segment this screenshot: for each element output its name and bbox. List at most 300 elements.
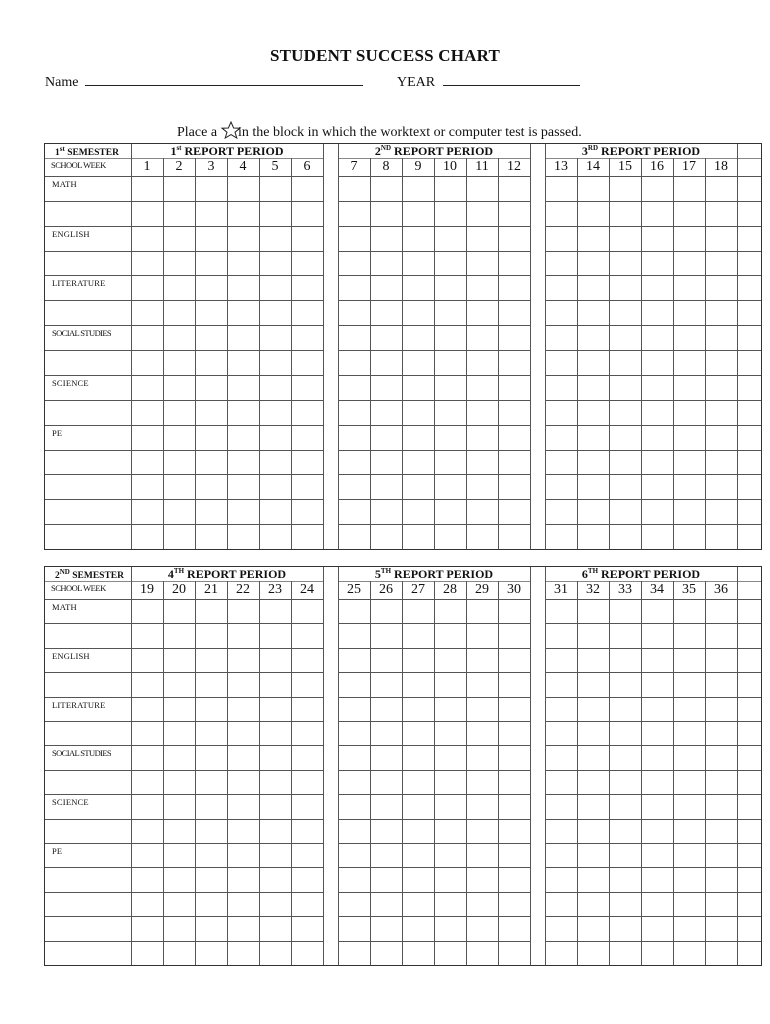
check-cell[interactable]: [164, 351, 195, 375]
check-cell[interactable]: [706, 451, 737, 475]
check-cell[interactable]: [546, 202, 577, 226]
check-cell[interactable]: [371, 500, 402, 524]
check-cell[interactable]: [371, 451, 402, 475]
check-cell[interactable]: [403, 722, 434, 745]
check-cell[interactable]: [610, 600, 641, 623]
check-cell[interactable]: [371, 227, 402, 251]
check-cell[interactable]: [642, 351, 673, 375]
check-cell[interactable]: [642, 252, 673, 276]
check-cell[interactable]: [546, 227, 577, 251]
check-cell[interactable]: [292, 301, 323, 325]
check-cell[interactable]: [467, 351, 498, 375]
check-cell[interactable]: [403, 917, 434, 940]
check-cell[interactable]: [674, 722, 705, 745]
check-cell[interactable]: [292, 698, 323, 721]
check-cell[interactable]: [164, 795, 195, 818]
check-cell[interactable]: [642, 698, 673, 721]
name-field[interactable]: [45, 71, 363, 91]
check-cell[interactable]: [260, 820, 291, 843]
check-cell[interactable]: [164, 451, 195, 475]
check-cell[interactable]: [435, 673, 466, 696]
check-cell[interactable]: [642, 202, 673, 226]
check-cell[interactable]: [292, 942, 323, 965]
check-cell[interactable]: [164, 698, 195, 721]
check-cell[interactable]: [706, 500, 737, 524]
check-cell[interactable]: [196, 649, 227, 672]
check-cell[interactable]: [260, 893, 291, 916]
check-cell[interactable]: [642, 301, 673, 325]
check-cell[interactable]: [292, 252, 323, 276]
check-cell[interactable]: [196, 795, 227, 818]
check-cell[interactable]: [403, 177, 434, 201]
check-cell[interactable]: [578, 326, 609, 350]
check-cell[interactable]: [674, 227, 705, 251]
check-cell[interactable]: [674, 177, 705, 201]
check-cell[interactable]: [578, 698, 609, 721]
check-cell[interactable]: [228, 771, 259, 794]
check-cell[interactable]: [467, 252, 498, 276]
check-cell[interactable]: [196, 351, 227, 375]
check-cell[interactable]: [674, 942, 705, 965]
check-cell[interactable]: [499, 177, 530, 201]
check-cell[interactable]: [435, 698, 466, 721]
check-cell[interactable]: [546, 746, 577, 769]
check-cell[interactable]: [196, 525, 227, 549]
check-cell[interactable]: [339, 276, 370, 300]
check-cell[interactable]: [292, 475, 323, 499]
check-cell[interactable]: [228, 917, 259, 940]
check-cell[interactable]: [578, 401, 609, 425]
check-cell[interactable]: [132, 673, 163, 696]
check-cell[interactable]: [467, 600, 498, 623]
check-cell[interactable]: [339, 942, 370, 965]
check-cell[interactable]: [435, 649, 466, 672]
check-cell[interactable]: [403, 426, 434, 450]
check-cell[interactable]: [371, 276, 402, 300]
check-cell[interactable]: [610, 746, 641, 769]
check-cell[interactable]: [132, 202, 163, 226]
check-cell[interactable]: [674, 401, 705, 425]
check-cell[interactable]: [196, 177, 227, 201]
check-cell[interactable]: [164, 326, 195, 350]
check-cell[interactable]: [610, 624, 641, 647]
check-cell[interactable]: [132, 326, 163, 350]
check-cell[interactable]: [467, 326, 498, 350]
check-cell[interactable]: [610, 351, 641, 375]
check-cell[interactable]: [435, 351, 466, 375]
check-cell[interactable]: [403, 351, 434, 375]
check-cell[interactable]: [706, 746, 737, 769]
check-cell[interactable]: [674, 451, 705, 475]
check-cell[interactable]: [674, 600, 705, 623]
check-cell[interactable]: [578, 795, 609, 818]
check-cell[interactable]: [196, 600, 227, 623]
check-cell[interactable]: [467, 673, 498, 696]
check-cell[interactable]: [196, 698, 227, 721]
check-cell[interactable]: [164, 401, 195, 425]
check-cell[interactable]: [371, 177, 402, 201]
check-cell[interactable]: [339, 649, 370, 672]
check-cell[interactable]: [292, 820, 323, 843]
check-cell[interactable]: [228, 500, 259, 524]
check-cell[interactable]: [132, 649, 163, 672]
check-cell[interactable]: [642, 177, 673, 201]
check-cell[interactable]: [435, 844, 466, 867]
check-cell[interactable]: [610, 202, 641, 226]
check-cell[interactable]: [260, 177, 291, 201]
check-cell[interactable]: [610, 698, 641, 721]
check-cell[interactable]: [260, 500, 291, 524]
check-cell[interactable]: [674, 252, 705, 276]
check-cell[interactable]: [164, 426, 195, 450]
check-cell[interactable]: [642, 820, 673, 843]
check-cell[interactable]: [196, 451, 227, 475]
check-cell[interactable]: [164, 376, 195, 400]
check-cell[interactable]: [467, 451, 498, 475]
check-cell[interactable]: [435, 426, 466, 450]
check-cell[interactable]: [435, 202, 466, 226]
check-cell[interactable]: [546, 942, 577, 965]
check-cell[interactable]: [546, 276, 577, 300]
check-cell[interactable]: [371, 673, 402, 696]
check-cell[interactable]: [610, 942, 641, 965]
check-cell[interactable]: [292, 893, 323, 916]
check-cell[interactable]: [546, 252, 577, 276]
check-cell[interactable]: [467, 227, 498, 251]
check-cell[interactable]: [674, 426, 705, 450]
check-cell[interactable]: [228, 252, 259, 276]
check-cell[interactable]: [706, 401, 737, 425]
check-cell[interactable]: [260, 942, 291, 965]
check-cell[interactable]: [642, 942, 673, 965]
check-cell[interactable]: [499, 525, 530, 549]
check-cell[interactable]: [196, 893, 227, 916]
check-cell[interactable]: [546, 600, 577, 623]
check-cell[interactable]: [371, 771, 402, 794]
check-cell[interactable]: [292, 276, 323, 300]
check-cell[interactable]: [435, 746, 466, 769]
check-cell[interactable]: [546, 795, 577, 818]
check-cell[interactable]: [610, 376, 641, 400]
check-cell[interactable]: [403, 893, 434, 916]
check-cell[interactable]: [578, 177, 609, 201]
check-cell[interactable]: [499, 820, 530, 843]
check-cell[interactable]: [164, 820, 195, 843]
check-cell[interactable]: [260, 426, 291, 450]
check-cell[interactable]: [642, 401, 673, 425]
check-cell[interactable]: [674, 746, 705, 769]
check-cell[interactable]: [132, 401, 163, 425]
check-cell[interactable]: [371, 525, 402, 549]
check-cell[interactable]: [403, 820, 434, 843]
check-cell[interactable]: [499, 893, 530, 916]
check-cell[interactable]: [132, 525, 163, 549]
check-cell[interactable]: [578, 844, 609, 867]
check-cell[interactable]: [706, 276, 737, 300]
check-cell[interactable]: [228, 624, 259, 647]
check-cell[interactable]: [228, 276, 259, 300]
check-cell[interactable]: [674, 351, 705, 375]
check-cell[interactable]: [499, 252, 530, 276]
check-cell[interactable]: [292, 771, 323, 794]
check-cell[interactable]: [371, 351, 402, 375]
check-cell[interactable]: [706, 795, 737, 818]
check-cell[interactable]: [610, 722, 641, 745]
check-cell[interactable]: [228, 868, 259, 891]
check-cell[interactable]: [706, 942, 737, 965]
check-cell[interactable]: [499, 844, 530, 867]
check-cell[interactable]: [706, 475, 737, 499]
check-cell[interactable]: [339, 252, 370, 276]
check-cell[interactable]: [578, 500, 609, 524]
check-cell[interactable]: [260, 624, 291, 647]
check-cell[interactable]: [371, 649, 402, 672]
check-cell[interactable]: [546, 893, 577, 916]
check-cell[interactable]: [371, 795, 402, 818]
check-cell[interactable]: [371, 868, 402, 891]
check-cell[interactable]: [164, 868, 195, 891]
check-cell[interactable]: [610, 771, 641, 794]
check-cell[interactable]: [371, 252, 402, 276]
check-cell[interactable]: [578, 624, 609, 647]
check-cell[interactable]: [228, 426, 259, 450]
check-cell[interactable]: [578, 722, 609, 745]
check-cell[interactable]: [132, 451, 163, 475]
check-cell[interactable]: [578, 376, 609, 400]
check-cell[interactable]: [292, 351, 323, 375]
check-cell[interactable]: [403, 600, 434, 623]
check-cell[interactable]: [546, 525, 577, 549]
check-cell[interactable]: [339, 177, 370, 201]
check-cell[interactable]: [706, 917, 737, 940]
check-cell[interactable]: [260, 795, 291, 818]
check-cell[interactable]: [499, 426, 530, 450]
check-cell[interactable]: [546, 771, 577, 794]
check-cell[interactable]: [435, 624, 466, 647]
check-cell[interactable]: [546, 451, 577, 475]
check-cell[interactable]: [403, 326, 434, 350]
check-cell[interactable]: [546, 351, 577, 375]
check-cell[interactable]: [228, 202, 259, 226]
check-cell[interactable]: [196, 673, 227, 696]
check-cell[interactable]: [132, 276, 163, 300]
check-cell[interactable]: [371, 722, 402, 745]
check-cell[interactable]: [578, 252, 609, 276]
check-cell[interactable]: [642, 426, 673, 450]
check-cell[interactable]: [467, 722, 498, 745]
check-cell[interactable]: [642, 844, 673, 867]
check-cell[interactable]: [610, 227, 641, 251]
check-cell[interactable]: [339, 301, 370, 325]
check-cell[interactable]: [546, 376, 577, 400]
check-cell[interactable]: [228, 376, 259, 400]
check-cell[interactable]: [467, 202, 498, 226]
check-cell[interactable]: [499, 698, 530, 721]
check-cell[interactable]: [706, 673, 737, 696]
check-cell[interactable]: [467, 893, 498, 916]
check-cell[interactable]: [196, 301, 227, 325]
check-cell[interactable]: [435, 868, 466, 891]
check-cell[interactable]: [499, 326, 530, 350]
check-cell[interactable]: [674, 917, 705, 940]
check-cell[interactable]: [228, 746, 259, 769]
check-cell[interactable]: [499, 795, 530, 818]
check-cell[interactable]: [132, 820, 163, 843]
check-cell[interactable]: [196, 820, 227, 843]
check-cell[interactable]: [371, 202, 402, 226]
check-cell[interactable]: [578, 746, 609, 769]
check-cell[interactable]: [499, 451, 530, 475]
check-cell[interactable]: [260, 227, 291, 251]
check-cell[interactable]: [292, 376, 323, 400]
check-cell[interactable]: [371, 401, 402, 425]
check-cell[interactable]: [260, 698, 291, 721]
check-cell[interactable]: [132, 624, 163, 647]
check-cell[interactable]: [642, 795, 673, 818]
check-cell[interactable]: [260, 722, 291, 745]
check-cell[interactable]: [132, 301, 163, 325]
check-cell[interactable]: [546, 844, 577, 867]
check-cell[interactable]: [339, 351, 370, 375]
check-cell[interactable]: [642, 649, 673, 672]
check-cell[interactable]: [435, 276, 466, 300]
check-cell[interactable]: [435, 771, 466, 794]
check-cell[interactable]: [292, 917, 323, 940]
check-cell[interactable]: [642, 525, 673, 549]
check-cell[interactable]: [467, 746, 498, 769]
check-cell[interactable]: [339, 820, 370, 843]
check-cell[interactable]: [674, 202, 705, 226]
check-cell[interactable]: [499, 942, 530, 965]
check-cell[interactable]: [339, 673, 370, 696]
check-cell[interactable]: [260, 376, 291, 400]
check-cell[interactable]: [435, 893, 466, 916]
check-cell[interactable]: [435, 917, 466, 940]
check-cell[interactable]: [371, 698, 402, 721]
check-cell[interactable]: [499, 351, 530, 375]
check-cell[interactable]: [228, 673, 259, 696]
check-cell[interactable]: [467, 376, 498, 400]
check-cell[interactable]: [403, 673, 434, 696]
check-cell[interactable]: [499, 202, 530, 226]
check-cell[interactable]: [467, 624, 498, 647]
check-cell[interactable]: [467, 649, 498, 672]
check-cell[interactable]: [132, 351, 163, 375]
check-cell[interactable]: [578, 475, 609, 499]
check-cell[interactable]: [578, 771, 609, 794]
check-cell[interactable]: [610, 500, 641, 524]
check-cell[interactable]: [164, 500, 195, 524]
check-cell[interactable]: [339, 401, 370, 425]
check-cell[interactable]: [610, 673, 641, 696]
check-cell[interactable]: [228, 326, 259, 350]
check-cell[interactable]: [228, 227, 259, 251]
check-cell[interactable]: [546, 326, 577, 350]
check-cell[interactable]: [610, 252, 641, 276]
check-cell[interactable]: [339, 746, 370, 769]
check-cell[interactable]: [228, 844, 259, 867]
check-cell[interactable]: [164, 276, 195, 300]
check-cell[interactable]: [578, 820, 609, 843]
check-cell[interactable]: [196, 917, 227, 940]
check-cell[interactable]: [435, 227, 466, 251]
check-cell[interactable]: [260, 475, 291, 499]
check-cell[interactable]: [292, 500, 323, 524]
check-cell[interactable]: [706, 326, 737, 350]
check-cell[interactable]: [292, 177, 323, 201]
check-cell[interactable]: [403, 771, 434, 794]
check-cell[interactable]: [499, 301, 530, 325]
check-cell[interactable]: [499, 868, 530, 891]
check-cell[interactable]: [403, 795, 434, 818]
check-cell[interactable]: [706, 376, 737, 400]
check-cell[interactable]: [467, 771, 498, 794]
check-cell[interactable]: [578, 426, 609, 450]
check-cell[interactable]: [164, 771, 195, 794]
check-cell[interactable]: [578, 525, 609, 549]
check-cell[interactable]: [132, 600, 163, 623]
check-cell[interactable]: [706, 301, 737, 325]
check-cell[interactable]: [132, 698, 163, 721]
check-cell[interactable]: [674, 649, 705, 672]
check-cell[interactable]: [578, 942, 609, 965]
check-cell[interactable]: [546, 820, 577, 843]
check-cell[interactable]: [674, 893, 705, 916]
check-cell[interactable]: [132, 376, 163, 400]
check-cell[interactable]: [610, 649, 641, 672]
check-cell[interactable]: [403, 624, 434, 647]
check-cell[interactable]: [706, 426, 737, 450]
check-cell[interactable]: [706, 698, 737, 721]
check-cell[interactable]: [435, 451, 466, 475]
check-cell[interactable]: [132, 893, 163, 916]
check-cell[interactable]: [610, 893, 641, 916]
check-cell[interactable]: [435, 475, 466, 499]
check-cell[interactable]: [546, 500, 577, 524]
check-cell[interactable]: [674, 500, 705, 524]
check-cell[interactable]: [499, 475, 530, 499]
check-cell[interactable]: [467, 301, 498, 325]
check-cell[interactable]: [467, 475, 498, 499]
check-cell[interactable]: [292, 326, 323, 350]
check-cell[interactable]: [467, 844, 498, 867]
check-cell[interactable]: [435, 177, 466, 201]
check-cell[interactable]: [435, 525, 466, 549]
check-cell[interactable]: [706, 820, 737, 843]
check-cell[interactable]: [164, 746, 195, 769]
check-cell[interactable]: [339, 376, 370, 400]
check-cell[interactable]: [578, 649, 609, 672]
check-cell[interactable]: [546, 177, 577, 201]
check-cell[interactable]: [371, 746, 402, 769]
check-cell[interactable]: [499, 500, 530, 524]
check-cell[interactable]: [499, 624, 530, 647]
check-cell[interactable]: [467, 276, 498, 300]
check-cell[interactable]: [403, 301, 434, 325]
check-cell[interactable]: [196, 401, 227, 425]
check-cell[interactable]: [499, 376, 530, 400]
check-cell[interactable]: [546, 673, 577, 696]
check-cell[interactable]: [706, 771, 737, 794]
check-cell[interactable]: [706, 227, 737, 251]
check-cell[interactable]: [546, 624, 577, 647]
check-cell[interactable]: [132, 475, 163, 499]
check-cell[interactable]: [546, 722, 577, 745]
check-cell[interactable]: [706, 868, 737, 891]
check-cell[interactable]: [674, 698, 705, 721]
check-cell[interactable]: [674, 376, 705, 400]
check-cell[interactable]: [164, 301, 195, 325]
